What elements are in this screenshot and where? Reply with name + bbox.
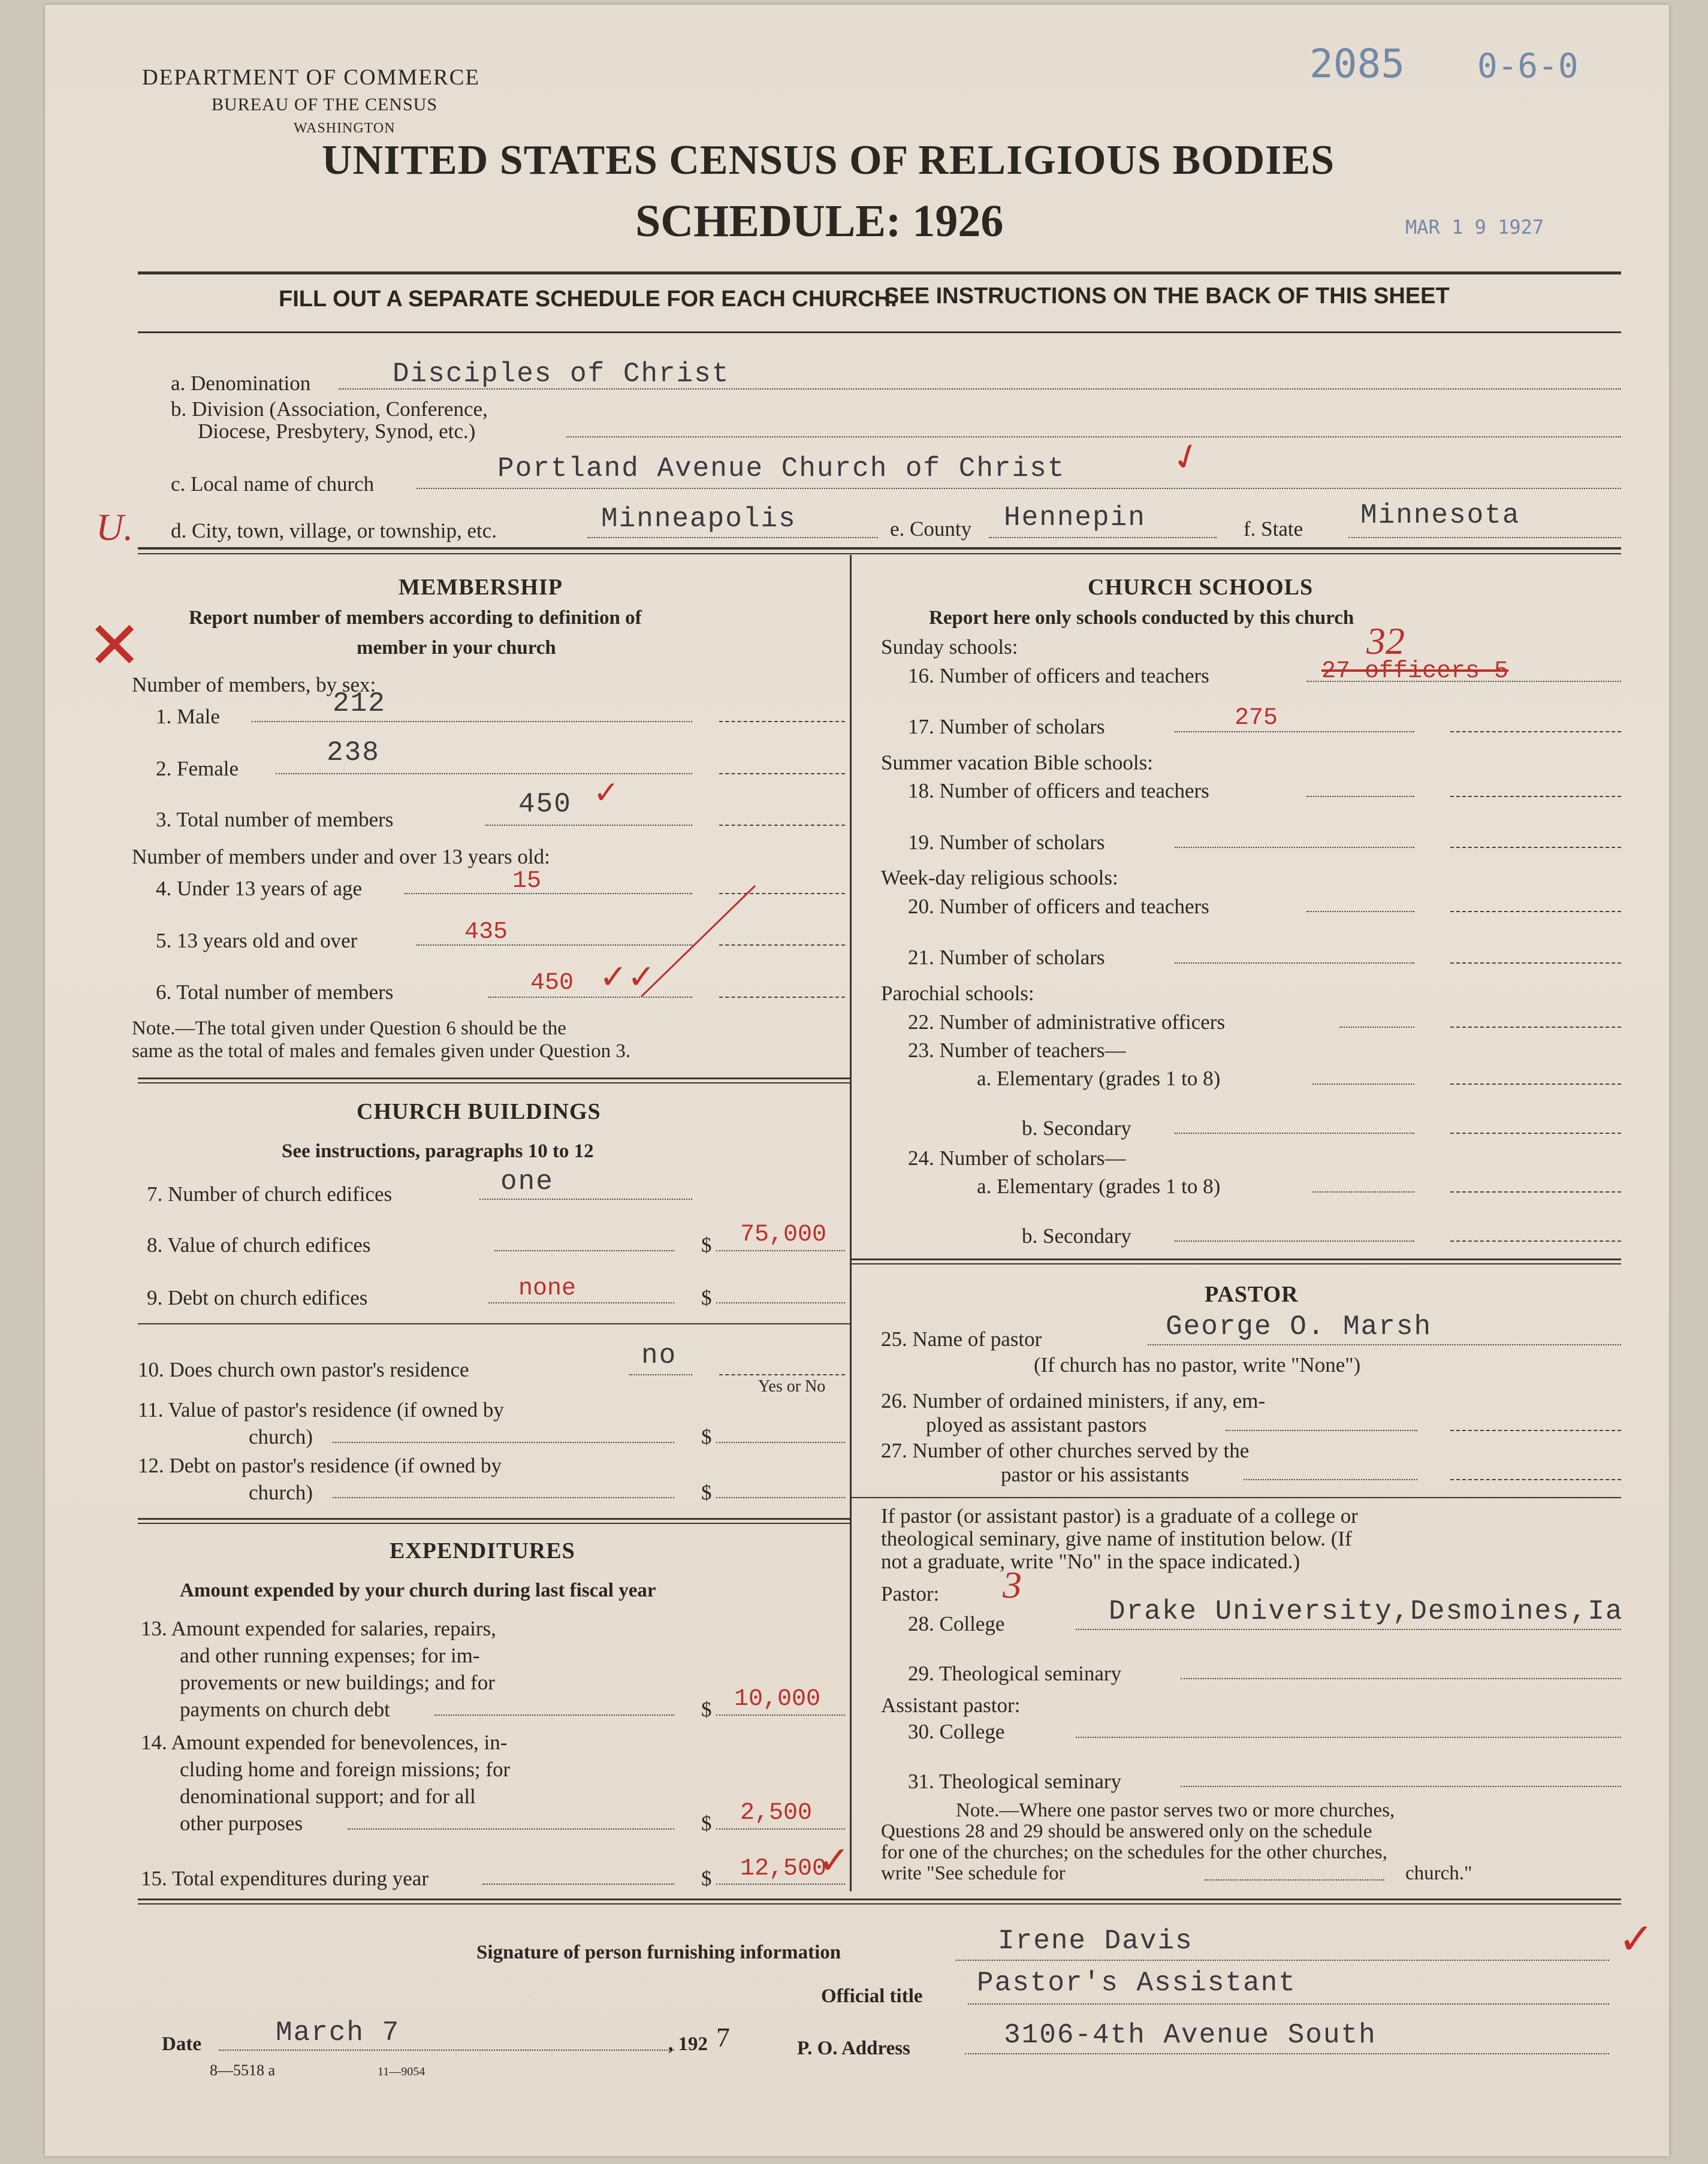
q9-line	[488, 1302, 674, 1303]
q10-label: 10. Does church own pastor's residence	[138, 1358, 469, 1381]
tally-stroke	[635, 883, 761, 1003]
church-name-value: Portland Avenue Church of Christ	[497, 453, 1066, 484]
q13-label: 13. Amount expended for salaries, repairs,	[141, 1617, 496, 1640]
q25-label: 25. Name of pastor	[881, 1327, 1042, 1351]
q23-label: 23. Number of teachers—	[908, 1039, 1126, 1062]
pastor-note: Note.—Where one pastor serves two or more churches,	[956, 1800, 1395, 1821]
q3-line	[485, 825, 692, 826]
schedule-title: SCHEDULE: 1926	[635, 196, 1004, 246]
q30-label: 30. College	[908, 1720, 1005, 1743]
margin-mark: U.	[96, 506, 134, 548]
q27-blank	[1450, 1479, 1621, 1480]
q22-blank	[1450, 1027, 1621, 1028]
q2-blank	[719, 773, 845, 774]
parochial-label: Parochial schools:	[881, 982, 1034, 1005]
q27-label-2: pastor or his assistants	[1001, 1463, 1190, 1486]
signature-value: Irene Davis	[998, 1925, 1193, 1957]
membership-heading: MEMBERSHIP	[399, 575, 563, 600]
q23a-line	[1312, 1083, 1414, 1085]
grad-note-2: theological seminary, give name of institution below. (If	[881, 1527, 1352, 1550]
q24a-blank	[1450, 1191, 1621, 1193]
q24a-line	[1312, 1191, 1414, 1193]
schools-subhead: Report here only schools conducted by this church	[929, 607, 1354, 629]
q16-struck-value: 27 officers 5	[1321, 658, 1509, 685]
q19-label: 19. Number of scholars	[908, 831, 1105, 854]
q14-dollar: $	[701, 1812, 712, 1835]
by-sex-label: Number of members, by sex:	[132, 673, 376, 696]
q8-amount-line	[716, 1250, 845, 1251]
pastor-note-5: church."	[1405, 1863, 1472, 1884]
q27-line	[1244, 1479, 1417, 1480]
x-mark-icon: ✕	[87, 607, 143, 684]
q18-blank	[1450, 796, 1621, 797]
footer-rule-2	[138, 1903, 1621, 1905]
city-line	[587, 537, 878, 538]
q18-label: 18. Number of officers and teachers	[908, 779, 1209, 802]
denomination-label: a. Denomination	[171, 372, 311, 395]
q2-value: 238	[327, 737, 380, 768]
membership-rule	[138, 1078, 850, 1079]
q24b-blank	[1450, 1241, 1621, 1242]
q13-value: 10,000	[734, 1686, 821, 1713]
q14-value: 2,500	[740, 1800, 813, 1827]
expenditures-heading: EXPENDITURES	[390, 1538, 575, 1564]
q11-amount-line	[716, 1442, 845, 1443]
schools-heading: CHURCH SCHOOLS	[1088, 575, 1314, 600]
q1-blank	[719, 721, 845, 722]
date-label: Date	[162, 2033, 201, 2055]
division-label-2: Diocese, Presbytery, Synod, etc.)	[198, 419, 476, 443]
q13-dollar: $	[701, 1698, 712, 1721]
q15-label: 15. Total expenditures during year	[141, 1867, 428, 1890]
q26-line	[1226, 1430, 1417, 1431]
q28-label: 28. College	[908, 1612, 1005, 1635]
q21-line	[1175, 962, 1414, 964]
pastor-heading: PASTOR	[1205, 1282, 1299, 1307]
q4-value: 15	[512, 868, 542, 895]
official-title-line	[968, 2003, 1609, 2005]
identity-rule-2	[138, 553, 1621, 554]
bureau-label: BUREAU OF THE CENSUS	[212, 95, 437, 114]
q24b-label: b. Secondary	[1022, 1224, 1131, 1248]
state-line	[1348, 537, 1621, 538]
county-line	[989, 537, 1217, 538]
banner-left: FILL OUT A SEPARATE SCHEDULE FOR EACH CHURCH.	[279, 286, 897, 312]
q25-line	[1148, 1344, 1621, 1345]
q8-label: 8. Value of church edifices	[147, 1233, 371, 1257]
q27-label: 27. Number of other churches served by the	[881, 1439, 1250, 1462]
pastor-note-2: Questions 28 and 29 should be answered only on the schedule	[881, 1821, 1372, 1842]
schools-rule-2	[851, 1263, 1621, 1264]
q25-value: George O. Marsh	[1166, 1311, 1432, 1342]
q13-line	[434, 1715, 674, 1716]
summer-label: Summer vacation Bible schools:	[881, 751, 1153, 774]
print-number: 11—9054	[378, 2065, 426, 2078]
q3-label: 3. Total number of members	[156, 808, 394, 831]
q14-amount-line	[716, 1828, 845, 1830]
city-label: WASHINGTON	[294, 120, 396, 136]
q15-line	[482, 1884, 674, 1885]
stamp-date: MAR 1 9 1927	[1405, 216, 1544, 239]
q3-blank	[719, 825, 845, 826]
q23a-label: a. Elementary (grades 1 to 8)	[977, 1067, 1221, 1090]
yes-no-label: Yes or No	[758, 1377, 826, 1396]
q12-label: 12. Debt on pastor's residence (if owned by	[138, 1454, 502, 1477]
q2-line	[276, 773, 692, 774]
q7-value: one	[500, 1166, 554, 1197]
check-mark-icon: ✓	[593, 775, 620, 811]
date-line	[219, 2050, 674, 2051]
q28-line	[1076, 1629, 1621, 1630]
buildings-rule-2	[138, 1518, 850, 1520]
q17-value: 275	[1235, 705, 1278, 732]
q13-label-4: payments on church debt	[180, 1698, 390, 1721]
official-title-value: Pastor's Assistant	[977, 1967, 1296, 1999]
banner-right: SEE INSTRUCTIONS ON THE BACK OF THIS SHEET	[884, 283, 1450, 309]
form-number: 8—5518 a	[210, 2062, 276, 2079]
pastor-note-4: write "See schedule for	[881, 1863, 1066, 1884]
department-label: DEPARTMENT OF COMMERCE	[142, 65, 480, 90]
q24-label: 24. Number of scholars—	[908, 1146, 1126, 1170]
q4-label: 4. Under 13 years of age	[156, 877, 363, 900]
q23a-blank	[1450, 1083, 1621, 1085]
q19-blank	[1450, 847, 1621, 848]
q8-line	[494, 1250, 674, 1251]
identity-rule	[138, 547, 1621, 550]
state-value: Minnesota	[1360, 500, 1520, 531]
pastor-rule	[851, 1497, 1621, 1498]
address-value: 3106-4th Avenue South	[1004, 2020, 1377, 2051]
q14-label: 14. Amount expended for benevolences, in-	[141, 1731, 508, 1754]
q1-label: 1. Male	[156, 705, 220, 728]
stamp-number: 2085	[1309, 41, 1405, 87]
form-title: UNITED STATES CENSUS OF RELIGIOUS BODIES	[322, 137, 1335, 183]
q11-line	[333, 1442, 674, 1443]
buildings-subhead: See instructions, paragraphs 10 to 12	[282, 1140, 594, 1162]
by-age-label: Number of members under and over 13 years old:	[132, 845, 550, 868]
q11-label-2: church)	[249, 1425, 313, 1448]
q9-amount-line	[716, 1302, 845, 1303]
date-value: March 7	[276, 2017, 400, 2048]
q16-label: 16. Number of officers and teachers	[908, 664, 1209, 687]
column-divider	[850, 555, 852, 1891]
q18-line	[1306, 796, 1414, 797]
q10-line	[629, 1374, 692, 1375]
q16-value: 32	[1366, 620, 1405, 662]
pastor-sub-label: Pastor:	[881, 1582, 940, 1605]
q14-line	[348, 1828, 674, 1830]
q13-label-2: and other running expenses; for im-	[180, 1644, 480, 1667]
q1-value: 212	[333, 688, 386, 719]
signature-line	[956, 1960, 1609, 1961]
q21-label: 21. Number of scholars	[908, 946, 1105, 969]
q23b-blank	[1450, 1133, 1621, 1134]
membership-note: Note.—The total given under Question 6 should be the	[132, 1018, 566, 1039]
banner-rule	[138, 331, 1621, 333]
q14-label-4: other purposes	[180, 1812, 303, 1835]
q14-label-3: denominational support; and for all	[180, 1785, 476, 1808]
q9-dollar: $	[701, 1286, 712, 1309]
buildings-rule	[138, 1323, 850, 1324]
q15-amount-line	[716, 1884, 845, 1885]
q15-dollar: $	[701, 1867, 712, 1890]
division-line	[566, 436, 1621, 437]
buildings-rule-3	[138, 1523, 850, 1524]
q31-label: 31. Theological seminary	[908, 1770, 1122, 1793]
q20-blank	[1450, 911, 1621, 912]
q22-line	[1339, 1027, 1414, 1028]
check-mark-icon: ✓	[1165, 432, 1208, 482]
q10-blank	[719, 1374, 845, 1375]
census-schedule-sheet	[45, 5, 1669, 2156]
q12-amount-line	[716, 1497, 845, 1498]
county-value: Hennepin	[1004, 502, 1146, 533]
q31-line	[1181, 1786, 1621, 1787]
q19-line	[1175, 847, 1414, 848]
grad-note-3: not a graduate, write "No" in the space indicated.)	[881, 1550, 1300, 1573]
address-line	[965, 2053, 1609, 2054]
q29-line	[1181, 1678, 1621, 1679]
q9-label: 9. Debt on church edifices	[147, 1286, 368, 1309]
q17-blank	[1450, 731, 1621, 732]
q23b-label: b. Secondary	[1022, 1116, 1131, 1140]
q26-label-2: ployed as assistant pastors	[926, 1413, 1147, 1436]
q12-line	[333, 1497, 674, 1498]
q12-label-2: church)	[249, 1481, 313, 1504]
q7-line	[479, 1199, 692, 1200]
q26-label: 26. Number of ordained ministers, if any, em-	[881, 1389, 1266, 1413]
q28-value: Drake University,Desmoines,Ia	[1109, 1596, 1623, 1627]
asst-sub-label: Assistant pastor:	[881, 1694, 1021, 1717]
q2-label: 2. Female	[156, 757, 239, 780]
q24a-label: a. Elementary (grades 1 to 8)	[977, 1175, 1221, 1198]
schools-rule	[851, 1258, 1621, 1260]
q25-note: (If church has no pastor, write "None")	[1034, 1353, 1361, 1377]
header-rule	[138, 271, 1621, 274]
membership-subhead: Report number of members according to definition of	[189, 607, 642, 629]
buildings-heading: CHURCH BUILDINGS	[357, 1099, 601, 1124]
q21-blank	[1450, 962, 1621, 964]
q13-amount-line	[716, 1715, 845, 1716]
q6-value: 450	[530, 970, 574, 997]
division-label: b. Division (Association, Conference,	[171, 397, 488, 421]
q22-label: 22. Number of administrative officers	[908, 1010, 1226, 1034]
q20-line	[1306, 911, 1414, 912]
check-mark-icon: ✓	[818, 1839, 850, 1883]
city-value: Minneapolis	[601, 503, 796, 535]
address-label: P. O. Address	[797, 2038, 910, 2059]
state-label: f. State	[1244, 517, 1303, 541]
year-suffix: 7	[716, 2022, 730, 2053]
church-name-line	[417, 488, 1621, 489]
q1-line	[252, 721, 692, 722]
q7-label: 7. Number of church edifices	[147, 1182, 393, 1206]
q5-label: 5. 13 years old and over	[156, 929, 358, 952]
q14-label-2: cluding home and foreign missions; for	[180, 1758, 511, 1781]
q12-dollar: $	[701, 1481, 712, 1504]
stamp-code: 0-6-0	[1477, 47, 1579, 86]
q13-label-3: provements or new buildings; and for	[180, 1671, 495, 1694]
year-prefix: , 192	[668, 2033, 708, 2055]
footer-rule	[138, 1899, 1621, 1900]
membership-subhead-2: member in your church	[357, 637, 556, 659]
q8-dollar: $	[701, 1233, 712, 1257]
q6-label: 6. Total number of members	[156, 980, 394, 1004]
grad-note: If pastor (or assistant pastor) is a graduate of a college or	[881, 1504, 1358, 1528]
q20-label: 20. Number of officers and teachers	[908, 895, 1209, 918]
q29-label: 29. Theological seminary	[908, 1662, 1122, 1685]
q30-line	[1076, 1737, 1621, 1738]
church-name-label: c. Local name of church	[171, 472, 375, 496]
county-label: e. County	[890, 517, 972, 541]
q17-line	[1175, 731, 1414, 732]
q5-value: 435	[464, 919, 508, 946]
q26-blank	[1450, 1430, 1621, 1431]
membership-rule-2	[138, 1082, 850, 1083]
q11-dollar: $	[701, 1425, 712, 1448]
q24b-line	[1175, 1241, 1414, 1242]
pastor-note-3: for one of the churches; on the schedules for the other churches,	[881, 1842, 1387, 1863]
q23b-line	[1175, 1133, 1414, 1134]
q11-label: 11. Value of pastor's residence (if owned by	[138, 1398, 504, 1421]
expenditures-subhead: Amount expended by your church during last fiscal year	[180, 1580, 656, 1601]
sunday-label: Sunday schools:	[881, 635, 1018, 659]
q3-value: 450	[518, 789, 572, 820]
pastor-note-line	[1205, 1879, 1384, 1881]
q9-value: none	[518, 1275, 577, 1302]
q17-label: 17. Number of scholars	[908, 715, 1105, 738]
city-label: d. City, town, village, or township, etc.	[171, 519, 497, 542]
check-mark-icon: ✓✓	[599, 958, 656, 997]
denomination-value: Disciples of Christ	[393, 358, 730, 390]
signature-label: Signature of person furnishing information	[476, 1942, 841, 1963]
q8-value: 75,000	[740, 1221, 827, 1248]
weekday-label: Week-day religious schools:	[881, 866, 1118, 889]
membership-note-2: same as the total of males and females given under Question 3.	[132, 1040, 631, 1062]
q10-value: no	[641, 1340, 677, 1371]
check-mark-icon: ✓	[1618, 1914, 1655, 1964]
q15-value: 12,500	[740, 1855, 827, 1882]
q28-mark: 3	[1003, 1564, 1022, 1606]
official-title-label: Official title	[821, 1985, 923, 2007]
